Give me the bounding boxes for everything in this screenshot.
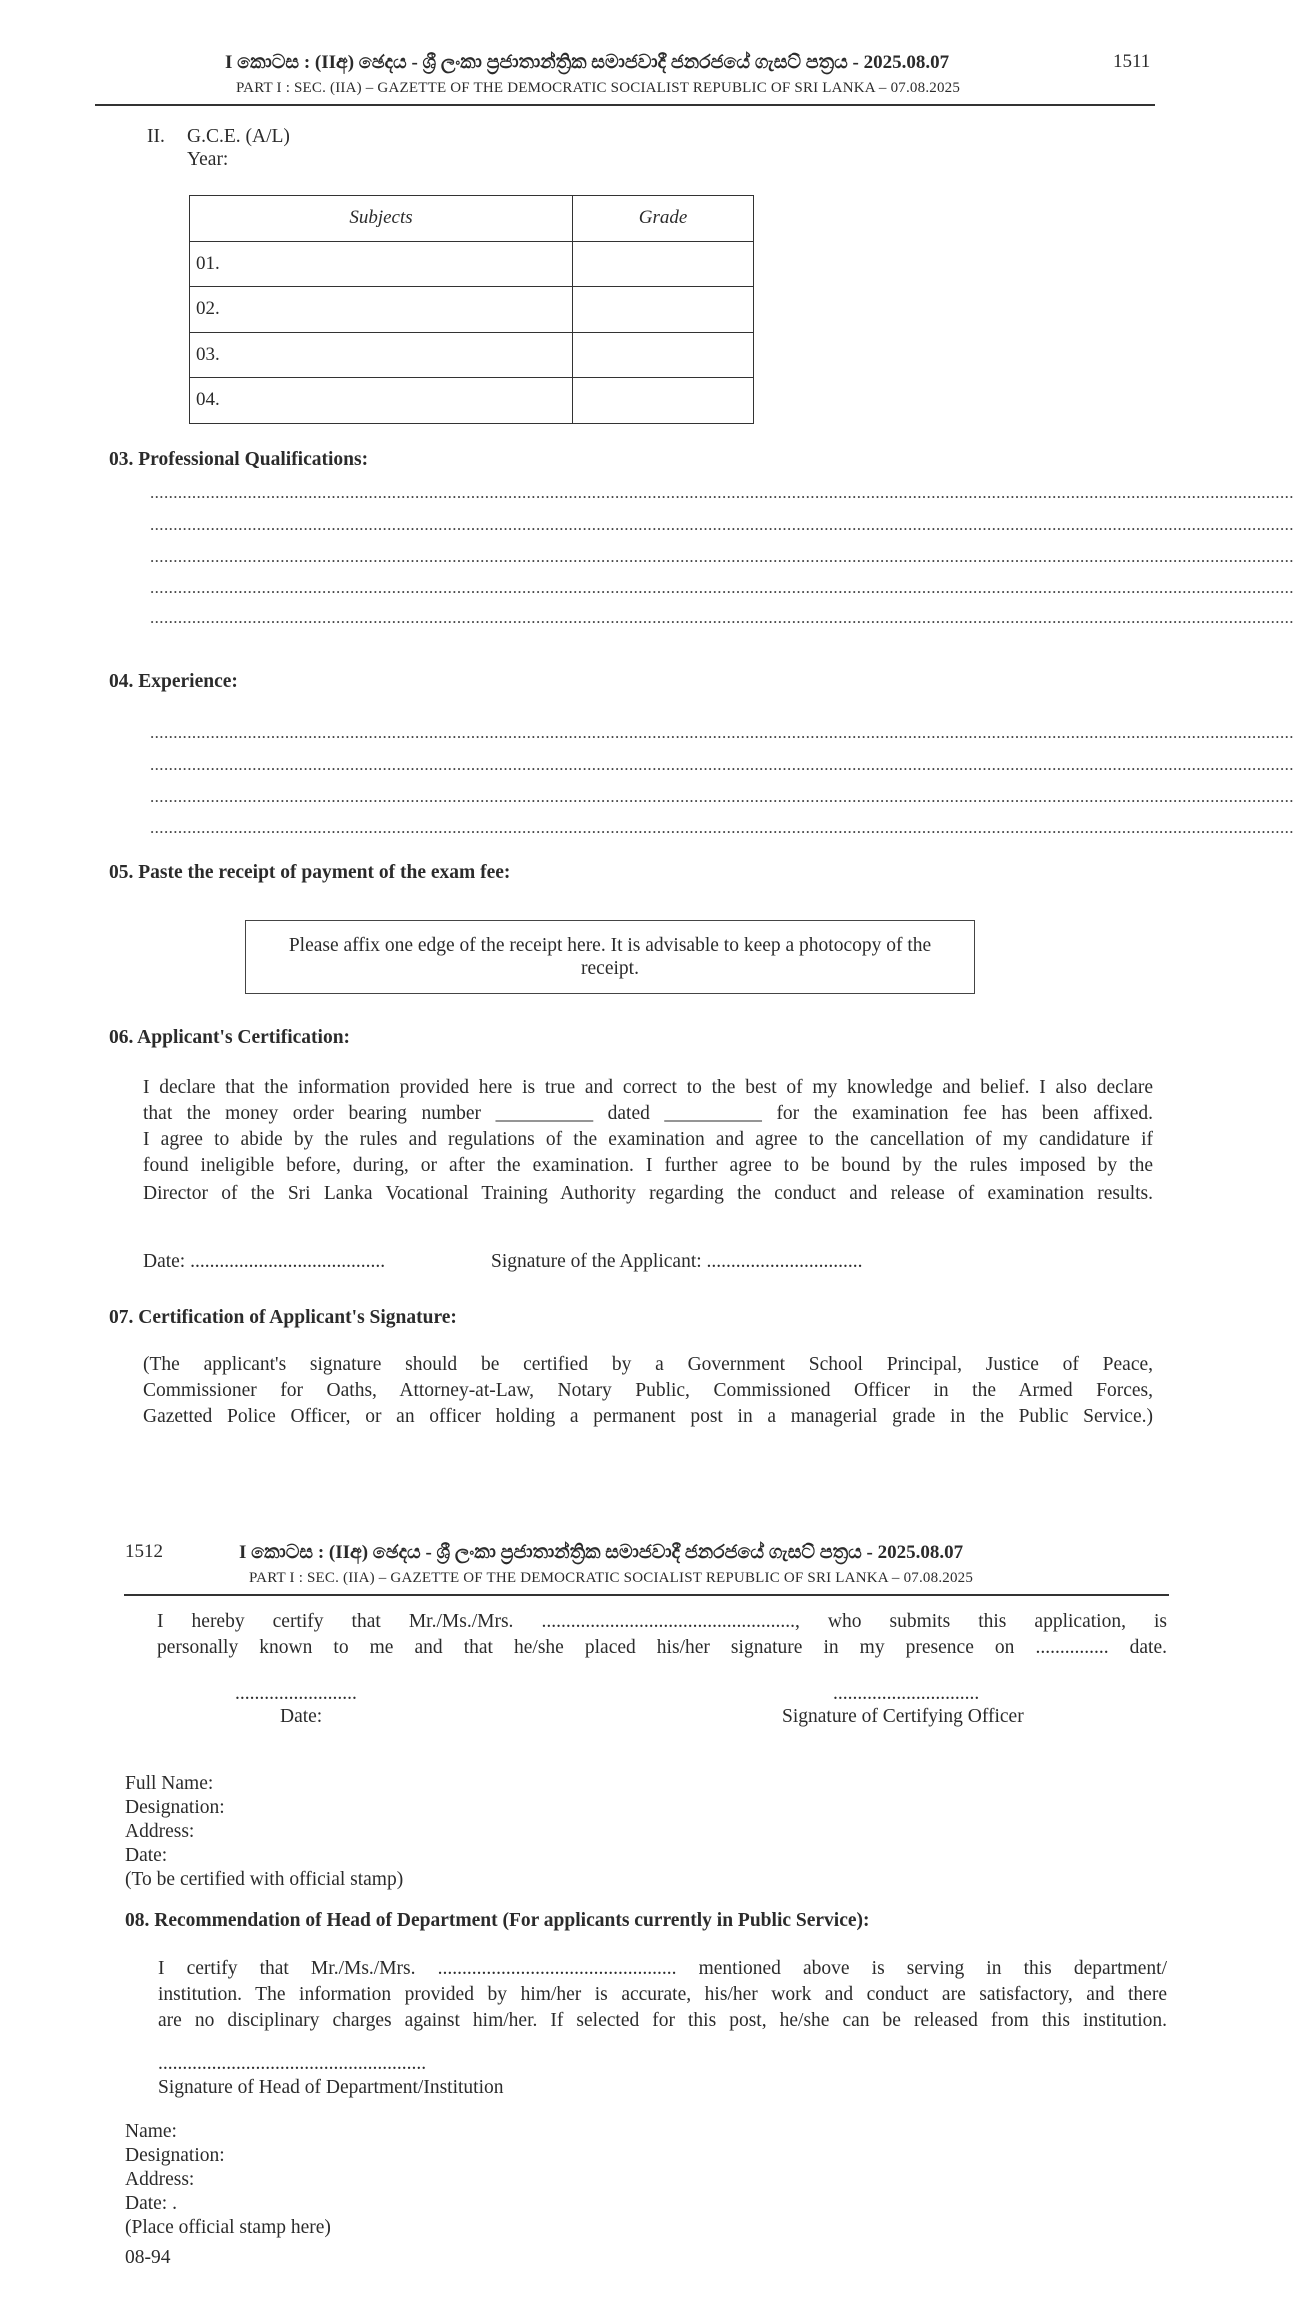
dotted-line: ...................................................................................................................................................................................................................................................... [150, 787, 1294, 806]
subjects-column-header: Subjects [190, 196, 573, 242]
dotted-line: ...................................................................................................................................................................................................................................................... [150, 755, 1294, 774]
receipt-box-text-line2: receipt. [581, 958, 639, 979]
certify-date-dots: ......................... [235, 1683, 357, 1704]
designation-field: Designation: [125, 2145, 225, 2166]
full-name-field: Full Name: [125, 1773, 214, 1794]
footer-code: 08-94 [125, 2247, 171, 2268]
subject-cell: 01. [190, 241, 573, 287]
hod-signature-dots: ....................................................... [158, 2053, 427, 2074]
page1-page-number: 1511 [1113, 51, 1151, 72]
date-field: Date: . [125, 2193, 177, 2214]
dotted-line: ...................................................................................................................................................................................................................................................... [150, 483, 1294, 502]
page1-header-english: PART I : SEC. (IIA) – GAZETTE OF THE DEMOCRATIC SOCIALIST REPUBLIC OF SRI LANKA – 07.08.2025 [236, 80, 961, 96]
dotted-line: ...................................................................................................................................................................................................................................................... [150, 818, 1294, 837]
declaration-line: found ineligible before, during, or after the examination. I further agree to be bound by the rules imposed by the [143, 1155, 1153, 1176]
dotted-line: ...................................................................................................................................................................................................................................................... [150, 547, 1294, 566]
gce-title: G.C.E. (A/L) [187, 126, 290, 147]
page2-header-sinhala: I කොටස : (IIඅ) ඡෙදය - ශ්‍රී ලංකා ප්‍රජාතාන්ත්‍රික සමාජවාදී ජනරජයේ ගැසට් පත්‍රය - 2025.08.07 [239, 1542, 964, 1563]
receipt-paste-box [245, 920, 975, 994]
page2-header-rule [124, 1594, 1169, 1596]
subject-cell: 04. [190, 378, 573, 424]
note-line: (The applicant's signature should be certified by a Government School Principal, Justice of Peace, [143, 1354, 1153, 1375]
page1-header-sinhala: I කොටස : (IIඅ) ඡෙදය - ශ්‍රී ලංකා ප්‍රජාතාන්ත්‍රික සමාජවාදී ජනරජයේ ගැසට් පත්‍රය - 2025.08.07 [225, 52, 950, 73]
stamp-note: (To be certified with official stamp) [125, 1869, 404, 1890]
section-03-heading: 03. Professional Qualifications: [109, 449, 369, 470]
declaration-line: that the money order bearing number __________ dated __________ for the examination fee has been affixed. [143, 1103, 1153, 1124]
table-row [190, 241, 754, 287]
note-line: Commissioner for Oaths, Attorney-at-Law, Notary Public, Commissioned Officer in the Armed Forces, [143, 1380, 1153, 1401]
table-header-row [190, 196, 754, 242]
table-row [190, 378, 754, 424]
grade-cell [573, 287, 754, 333]
gce-year-label: Year: [187, 149, 229, 170]
dotted-line: ...................................................................................................................................................................................................................................................... [150, 515, 1294, 534]
dotted-line: ...................................................................................................................................................................................................................................................... [150, 723, 1294, 742]
declaration-line: Director of the Sri Lanka Vocational Training Authority regarding the conduct and release of examination results. [143, 1183, 1153, 1204]
date-field: Date: [125, 1845, 168, 1866]
gce-label: II. [147, 126, 165, 147]
address-field: Address: [125, 2169, 195, 2190]
grade-cell [573, 241, 754, 287]
dotted-line: ...................................................................................................................................................................................................................................................... [150, 608, 1294, 627]
applicant-date-field: Date: ........................................ [143, 1251, 386, 1272]
declaration-line: I agree to abide by the rules and regulations of the examination and agree to the cancellation of my candidature if [143, 1129, 1153, 1150]
dotted-line: ...................................................................................................................................................................................................................................................... [150, 578, 1294, 597]
receipt-box-text-line1: Please affix one edge of the receipt here. It is advisable to keep a photocopy of the [288, 935, 932, 956]
applicant-declaration [143, 1076, 1153, 1208]
subject-cell: 02. [190, 287, 573, 333]
recommendation-line: are no disciplinary charges against him/her. If selected for this post, he/she can be released from this institution. [158, 2010, 1167, 2031]
department-recommendation [158, 1957, 1167, 2035]
grade-cell [573, 378, 754, 424]
stamp-note: (Place official stamp here) [125, 2217, 331, 2238]
certifier-details [125, 1772, 403, 1892]
certify-signature-label: Signature of Certifying Officer [782, 1706, 1024, 1727]
section-04-heading: 04. Experience: [109, 671, 238, 692]
certify-date-label: Date: [280, 1706, 323, 1727]
table-row [190, 332, 754, 378]
designation-field: Designation: [125, 1797, 225, 1818]
applicant-signature-field: Signature of the Applicant: ................................ [491, 1251, 863, 1272]
note-line: Gazetted Police Officer, or an officer holding a permanent post in a managerial grade in the Public Service.) [143, 1406, 1153, 1427]
section-05-heading: 05. Paste the receipt of payment of the exam fee: [109, 862, 511, 883]
declaration-line: I declare that the information provided here is true and correct to the best of my knowledge and belief. I also declare [143, 1077, 1153, 1098]
grade-cell [573, 332, 754, 378]
gce-grades-table [189, 195, 754, 424]
name-field: Name: [125, 2121, 177, 2142]
page2-page-number: 1512 [125, 1541, 163, 1562]
recommendation-line: institution. The information provided by him/her is accurate, his/her work and conduct are satisfactory, and there [158, 1984, 1167, 2005]
page2-header-english: PART I : SEC. (IIA) – GAZETTE OF THE DEMOCRATIC SOCIALIST REPUBLIC OF SRI LANKA – 07.08.2025 [249, 1570, 974, 1586]
certify-signature-dots: .............................. [833, 1683, 980, 1704]
table-row [190, 287, 754, 333]
address-field: Address: [125, 1821, 195, 1842]
section-07-heading: 07. Certification of Applicant's Signature: [109, 1307, 457, 1328]
grade-column-header: Grade [573, 196, 754, 242]
section-08-heading: 08. Recommendation of Head of Department (For applicants currently in Public Service): [125, 1910, 870, 1931]
recommendation-line: I certify that Mr./Ms./Mrs. ................................................. mentioned above is serving in this department/ [158, 1958, 1167, 1979]
hod-details [125, 2120, 331, 2240]
statement-line: I hereby certify that Mr./Ms./Mrs. ...................................................., who submits this application, is [157, 1611, 1167, 1632]
section-06-heading: 06. Applicant's Certification: [109, 1027, 351, 1048]
certifying-statement [157, 1610, 1167, 1662]
hod-signature-label: Signature of Head of Department/Institution [158, 2077, 504, 2098]
statement-line: personally known to me and that he/she placed his/her signature in my presence on ............... date. [157, 1637, 1167, 1658]
subject-cell: 03. [190, 332, 573, 378]
page1-header-rule [95, 104, 1155, 106]
signature-certification-note [143, 1353, 1153, 1431]
